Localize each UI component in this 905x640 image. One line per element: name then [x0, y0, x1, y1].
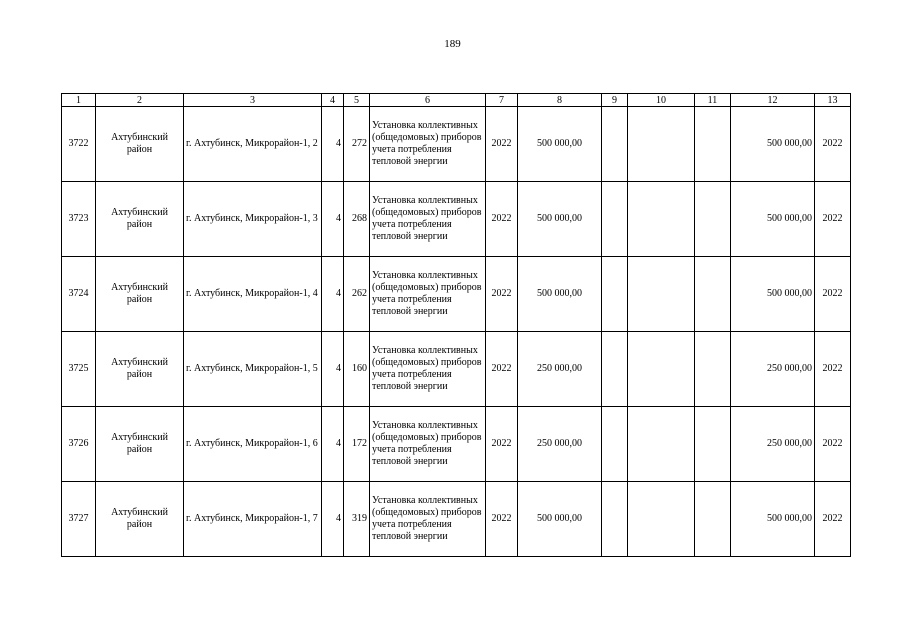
- table-row: [62, 182, 851, 257]
- amount-cell: 500 000,00: [518, 257, 602, 332]
- deadline-year-cell: 2022: [815, 407, 851, 482]
- col9-cell: [602, 107, 628, 182]
- total-cell: 500 000,00: [731, 257, 815, 332]
- column-header: 7: [486, 94, 518, 107]
- col5-cell: 262: [344, 257, 370, 332]
- deadline-year-cell: 2022: [815, 257, 851, 332]
- column-header: 9: [602, 94, 628, 107]
- address-cell: г. Ахтубинск, Микрорайон-1, 3: [184, 182, 322, 257]
- col11-cell: [695, 482, 731, 557]
- work-type-cell: Установка коллективных (общедомовых) приборов учета потребления тепловой энергии: [370, 332, 486, 407]
- col4-cell: 4: [322, 182, 344, 257]
- row-number: 3727: [62, 482, 96, 557]
- deadline-year-cell: 2022: [815, 482, 851, 557]
- col4-cell: 4: [322, 482, 344, 557]
- column-header: 8: [518, 94, 602, 107]
- col4-cell: 4: [322, 407, 344, 482]
- deadline-year-cell: 2022: [815, 107, 851, 182]
- col11-cell: [695, 407, 731, 482]
- year-cell: 2022: [486, 182, 518, 257]
- deadline-year-cell: 2022: [815, 182, 851, 257]
- column-header: 13: [815, 94, 851, 107]
- column-header: 1: [62, 94, 96, 107]
- table-body: [62, 107, 851, 557]
- amount-cell: 500 000,00: [518, 107, 602, 182]
- col9-cell: [602, 332, 628, 407]
- col4-cell: 4: [322, 332, 344, 407]
- work-type-cell: Установка коллективных (общедомовых) приборов учета потребления тепловой энергии: [370, 407, 486, 482]
- col10-cell: [628, 482, 695, 557]
- col5-cell: 172: [344, 407, 370, 482]
- work-type-cell: Установка коллективных (общедомовых) приборов учета потребления тепловой энергии: [370, 257, 486, 332]
- col10-cell: [628, 332, 695, 407]
- table-row: [62, 257, 851, 332]
- column-header: 2: [96, 94, 184, 107]
- col11-cell: [695, 332, 731, 407]
- year-cell: 2022: [486, 407, 518, 482]
- column-header: 6: [370, 94, 486, 107]
- table-row: [62, 482, 851, 557]
- address-cell: г. Ахтубинск, Микрорайон-1, 5: [184, 332, 322, 407]
- col10-cell: [628, 257, 695, 332]
- district-cell: Ахтубинский район: [96, 182, 184, 257]
- col5-cell: 268: [344, 182, 370, 257]
- column-header: 11: [695, 94, 731, 107]
- year-cell: 2022: [486, 257, 518, 332]
- col11-cell: [695, 182, 731, 257]
- column-header: 12: [731, 94, 815, 107]
- table-header: [62, 94, 851, 107]
- col9-cell: [602, 257, 628, 332]
- row-number: 3722: [62, 107, 96, 182]
- year-cell: 2022: [486, 482, 518, 557]
- address-cell: г. Ахтубинск, Микрорайон-1, 6: [184, 407, 322, 482]
- total-cell: 250 000,00: [731, 332, 815, 407]
- year-cell: 2022: [486, 332, 518, 407]
- total-cell: 500 000,00: [731, 107, 815, 182]
- table-row: [62, 107, 851, 182]
- amount-cell: 250 000,00: [518, 407, 602, 482]
- amount-cell: 500 000,00: [518, 182, 602, 257]
- row-number: 3723: [62, 182, 96, 257]
- total-cell: 500 000,00: [731, 482, 815, 557]
- col5-cell: 272: [344, 107, 370, 182]
- col11-cell: [695, 107, 731, 182]
- district-cell: Ахтубинский район: [96, 257, 184, 332]
- amount-cell: 500 000,00: [518, 482, 602, 557]
- district-cell: Ахтубинский район: [96, 332, 184, 407]
- column-header: 5: [344, 94, 370, 107]
- address-cell: г. Ахтубинск, Микрорайон-1, 2: [184, 107, 322, 182]
- table-row: [62, 407, 851, 482]
- row-number: 3724: [62, 257, 96, 332]
- table-row: [62, 332, 851, 407]
- work-type-cell: Установка коллективных (общедомовых) приборов учета потребления тепловой энергии: [370, 107, 486, 182]
- total-cell: 250 000,00: [731, 407, 815, 482]
- col10-cell: [628, 107, 695, 182]
- deadline-year-cell: 2022: [815, 332, 851, 407]
- register-table: [61, 93, 851, 557]
- work-type-cell: Установка коллективных (общедомовых) приборов учета потребления тепловой энергии: [370, 182, 486, 257]
- col4-cell: 4: [322, 107, 344, 182]
- col11-cell: [695, 257, 731, 332]
- row-number: 3726: [62, 407, 96, 482]
- col9-cell: [602, 182, 628, 257]
- col9-cell: [602, 482, 628, 557]
- col10-cell: [628, 182, 695, 257]
- page-number: 189: [444, 38, 461, 50]
- column-header: 3: [184, 94, 322, 107]
- district-cell: Ахтубинский район: [96, 107, 184, 182]
- header-row: [62, 94, 851, 107]
- work-type-cell: Установка коллективных (общедомовых) приборов учета потребления тепловой энергии: [370, 482, 486, 557]
- total-cell: 500 000,00: [731, 182, 815, 257]
- year-cell: 2022: [486, 107, 518, 182]
- col5-cell: 160: [344, 332, 370, 407]
- address-cell: г. Ахтубинск, Микрорайон-1, 7: [184, 482, 322, 557]
- row-number: 3725: [62, 332, 96, 407]
- amount-cell: 250 000,00: [518, 332, 602, 407]
- column-header: 4: [322, 94, 344, 107]
- column-header: 10: [628, 94, 695, 107]
- col9-cell: [602, 407, 628, 482]
- district-cell: Ахтубинский район: [96, 482, 184, 557]
- col5-cell: 319: [344, 482, 370, 557]
- col4-cell: 4: [322, 257, 344, 332]
- address-cell: г. Ахтубинск, Микрорайон-1, 4: [184, 257, 322, 332]
- district-cell: Ахтубинский район: [96, 407, 184, 482]
- col10-cell: [628, 407, 695, 482]
